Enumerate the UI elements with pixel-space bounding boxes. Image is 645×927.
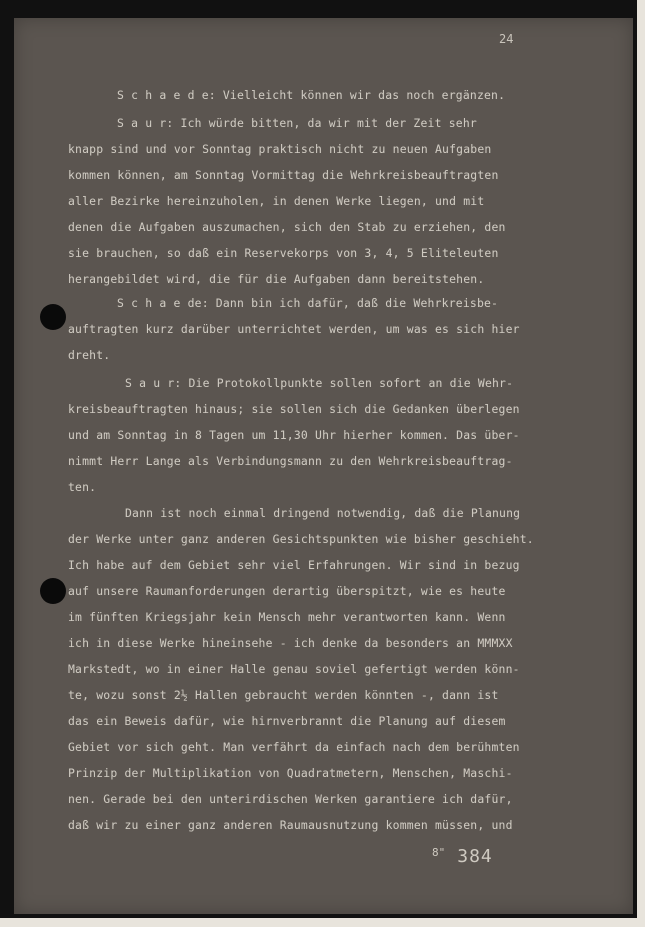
page-number: 24 — [499, 32, 514, 46]
text-line: nen. Gerade bei den unterirdischen Werken garantiere ich dafür, — [68, 792, 513, 806]
text-line: Ich habe auf dem Gebiet sehr viel Erfahrungen. Wir sind in bezug — [68, 558, 520, 572]
text-line: und am Sonntag in 8 Tagen um 11,30 Uhr hierher kommen. Das über- — [68, 428, 520, 442]
archive-stamp — [432, 846, 493, 867]
stamp-number: 384 — [457, 846, 493, 867]
frame-edge-bottom — [0, 918, 645, 927]
text-line: ich in diese Werke hineinsehe - ich denke da besonders an MMMXX — [68, 636, 513, 650]
text-line: ten. — [68, 480, 97, 494]
text-line: auf unsere Raumanforderungen derartig überspitzt, wie es heute — [68, 584, 506, 598]
text-line: der Werke unter ganz anderen Gesichtspunkten wie bisher geschieht. — [68, 532, 534, 546]
text-line: aller Bezirke hereinzuholen, in denen Werke liegen, und mit — [68, 194, 485, 208]
text-line: kommen können, am Sonntag Vormittag die Wehrkreisbeauftragten — [68, 168, 499, 182]
text-line: S c h a e de: Dann bin ich dafür, daß die Wehrkreisbe- — [117, 296, 499, 310]
text-line: herangebildet wird, die für die Aufgaben dann bereitstehen. — [68, 272, 485, 286]
text-line: dreht. — [68, 348, 111, 362]
text-line: sie brauchen, so daß ein Reservekorps von 3, 4, 5 Eliteleuten — [68, 246, 499, 260]
text-line: S a u r: Ich würde bitten, da wir mit der Zeit sehr — [117, 116, 477, 130]
text-line: nimmt Herr Lange als Verbindungsmann zu den Wehrkreisbeauftrag- — [68, 454, 513, 468]
document-page — [14, 18, 633, 914]
text-line: Markstedt, wo in einer Halle genau soviel gefertigt werden könn- — [68, 662, 520, 676]
text-line: knapp sind und vor Sonntag praktisch nicht zu neuen Aufgaben — [68, 142, 492, 156]
text-line: Dann ist noch einmal dringend notwendig, daß die Planung — [125, 506, 521, 520]
text-line: Gebiet vor sich geht. Man verfährt da einfach nach dem berühmten — [68, 740, 520, 754]
punch-hole-top — [40, 304, 66, 330]
text-line: denen die Aufgaben auszumachen, sich den Stab zu erziehen, den — [68, 220, 506, 234]
text-line: kreisbeauftragten hinaus; sie sollen sich die Gedanken überlegen — [68, 402, 520, 416]
text-line: te, wozu sonst 2½ Hallen gebraucht werden könnten -, dann ist — [68, 688, 499, 702]
stamp-mark: 8" — [432, 846, 446, 859]
text-line: S a u r: Die Protokollpunkte sollen sofort an die Wehr- — [125, 376, 514, 390]
text-line: auftragten kurz darüber unterrichtet werden, um was es sich hier — [68, 322, 520, 336]
punch-hole-bottom — [40, 578, 66, 604]
text-line: im fünften Kriegsjahr kein Mensch mehr verantworten kann. Wenn — [68, 610, 506, 624]
text-line: S c h a e d e: Vielleicht können wir das noch ergänzen. — [117, 88, 506, 102]
text-line: das ein Beweis dafür, wie hirnverbrannt die Planung auf diesem — [68, 714, 506, 728]
text-line: Prinzip der Multiplikation von Quadratmetern, Menschen, Maschi- — [68, 766, 513, 780]
text-line: daß wir zu einer ganz anderen Raumausnutzung kommen müssen, und — [68, 818, 513, 832]
frame-edge-right — [637, 0, 645, 927]
